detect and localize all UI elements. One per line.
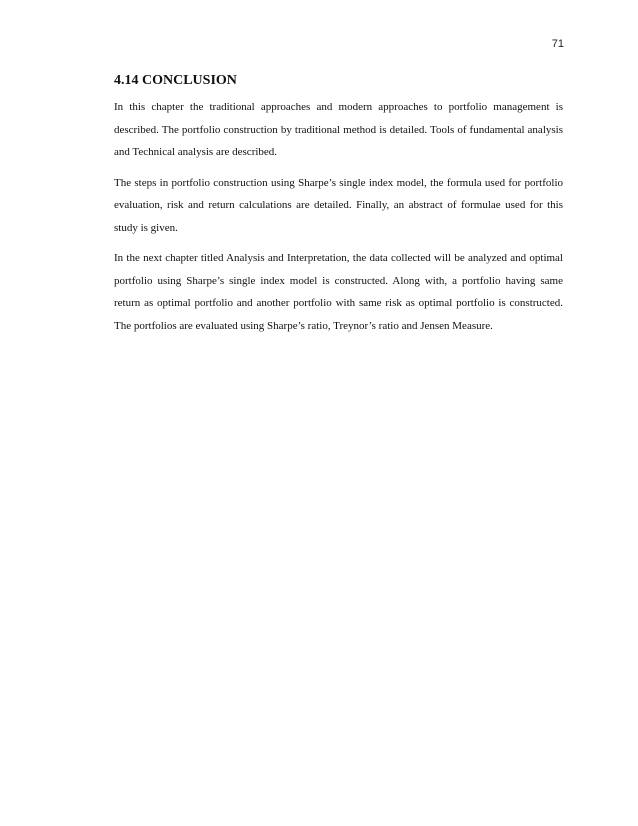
page-number: 71 bbox=[551, 38, 564, 50]
paragraph-next-chapter: In the next chapter titled Analysis and Interpretation, the data collected will be analyzed and optimal portfolio using Sharpe’s single index model is constructed. Along with, a portfolio having same return as optimal portfolio and another portfolio with same risk as optimal portfolio is constructed. The portfolios are evaluated using Sharpe’s ratio, Treynor’s ratio and Jensen Measure. bbox=[114, 252, 563, 332]
paragraph-chapter-summary: In this chapter the traditional approaches and modern approaches to portfolio management is described. The portfolio construction by traditional method is detailed. Tools of fundamental analysis and Technical analysis are described. bbox=[114, 101, 563, 158]
section-heading: 4.14 CONCLUSION bbox=[114, 73, 237, 88]
paragraph-sharpe-model-steps: The steps in portfolio construction using Sharpe’s single index model, the formula used for portfolio evaluation, risk and return calculations are detailed. Finally, an abstract of formulae used for this study is given. bbox=[114, 176, 563, 234]
document-body bbox=[114, 70, 563, 345]
